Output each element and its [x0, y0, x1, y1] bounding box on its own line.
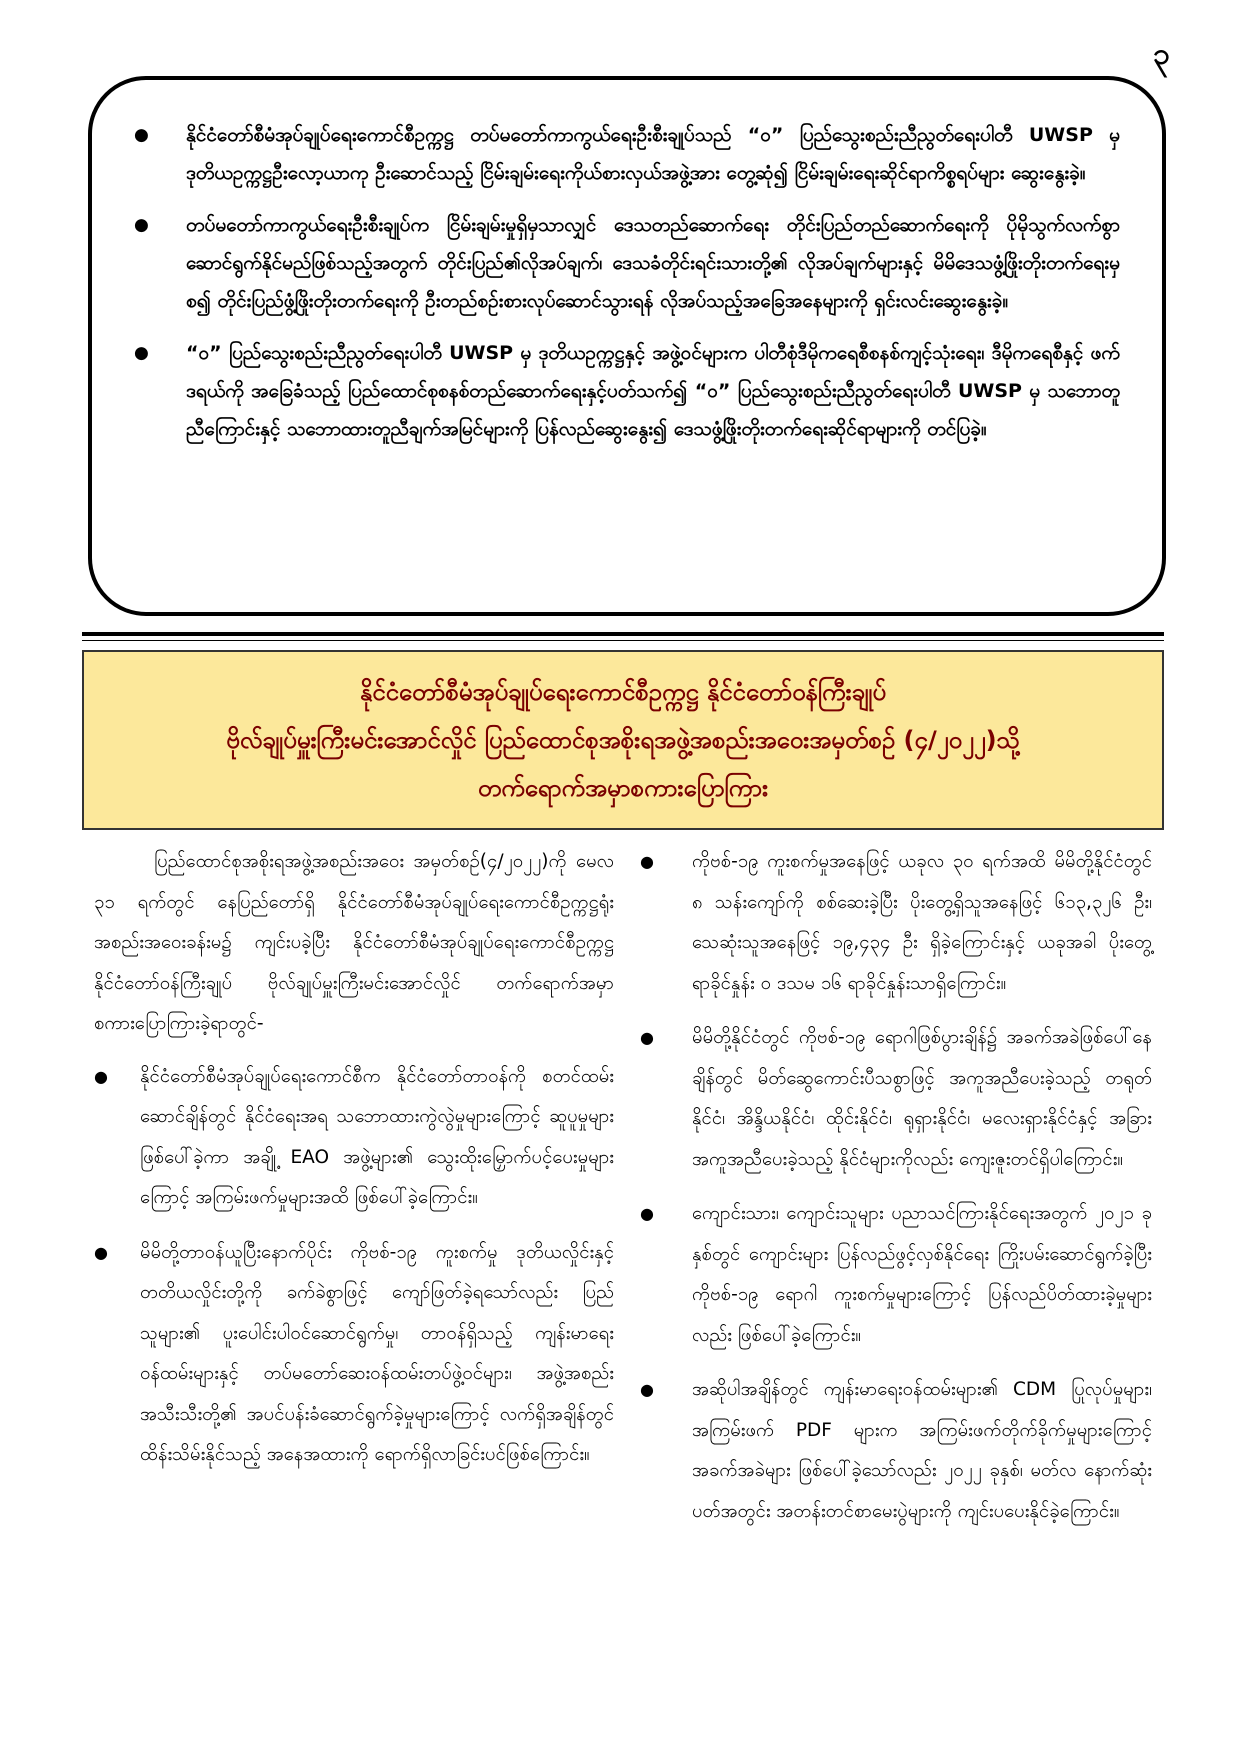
headline-line-3: တက်ရောက်အမှာစကားပြောကြား [477, 774, 769, 802]
page-number: ၃ [1153, 37, 1170, 72]
summary-item: ● နိုင်ငံတော်စီမံအုပ်ချုပ်ရေးကောင်စီဥက္ကဋ္ဌ တပ်မတော်ကာကွယ်ရေးဦးစီးချုပ်သည် “ဝ” ပြည်သွေးစည်းညီညွတ်ရေးပါတီ UWSP မှ ဒုတိယဥက္ကဋ္ဌဦးလော့ယာကု ဦးဆောင်သည့် ငြိမ်းချမ်းရေးကိုယ်စားလှယ်အဖွဲ့အား တွေ့ဆုံ၍ ငြိမ်းချမ်းရေးဆိုင်ရာကိစ္စရပ်များ ဆွေးနွေးခဲ့။ [132, 116, 1120, 192]
right-bullet-list [640, 842, 1152, 1532]
summary-item: ● “ဝ” ပြည်သွေးစည်းညီညွတ်ရေးပါတီ UWSP မှ ဒုတိယဥက္ကဋ္ဌနှင့် အဖွဲ့ဝင်များက ပါတီစုံဒီမိုကရေစီစနစ်ကျင့်သုံးရေး၊ ဒီမိုကရေစီနှင့် ဖက်ဒရယ်ကို အခြေခံသည့် ပြည်ထောင်စုစနစ်တည်ဆောက်ရေးနှင့်ပတ်သက်၍ “ဝ” ပြည်သွေးစည်းညီညွတ်ရေးပါတီ UWSP မှ သဘောတူညီကြောင်းနှင့် သဘောထားတူညီချက်အမြင်များကို ပြန်လည်ဆွေးနွေး၍ ဒေသဖွံ့ဖြိုးတိုးတက်ရေးဆိုင်ရာများကို တင်ပြခဲ့။ [132, 334, 1120, 448]
section-divider [82, 632, 1164, 636]
headline-box [82, 650, 1164, 830]
section-divider-thin [82, 640, 1164, 641]
left-bullet-list [94, 1057, 614, 1476]
left-bullet-item: ● နိုင်ငံတော်စီမံအုပ်ချုပ်ရေးကောင်စီက နိုင်ငံတော်တာဝန်ကို စတင်ထမ်းဆောင်ချိန်တွင် နိုင်ငံရေးအရ သဘောထားကွဲလွဲမှုများကြောင့် ဆူပူမှုများဖြစ်ပေါ်ခဲ့ကာ အချို့ EAO အဖွဲ့များ၏ သွေးထိုးမြှောက်ပင့်ပေးမှုများကြောင့် အကြမ်းဖက်မှုများအထိ ဖြစ်ပေါ်ခဲ့ကြောင်း။ [94, 1057, 614, 1219]
headline-line-1: နိုင်ငံတော်စီမံအုပ်ချုပ်ရေးကောင်စီဥက္ကဋ္ဌ နိုင်ငံတော်ဝန်ကြီးချုပ် [359, 678, 887, 706]
summary-box [88, 76, 1166, 616]
right-bullet-item: ● ကျောင်းသား၊ ကျောင်းသူများ ပညာသင်ကြားနိုင်ရေးအတွက် ၂၀၂၁ ခုနှစ်တွင် ကျောင်းများ ပြန်လည်ဖွင့်လှစ်နိုင်ရေး ကြိုးပမ်းဆောင်ရွက်ခဲ့ပြီး ကိုဗစ်-၁၉ ရောဂါ ကူးစက်မှုများကြောင့် ပြန်လည်ပိတ်ထားခဲ့မှုများလည်း ဖြစ်ပေါ်ခဲ့ကြောင်း။ [640, 1194, 1152, 1356]
summary-list [132, 116, 1120, 448]
right-bullet-item: ● ကိုဗစ်-၁၉ ကူးစက်မှုအနေဖြင့် ယခုလ ၃၀ ရက်အထိ မိမိတို့နိုင်ငံတွင် ၈ သန်းကျော်ကို စစ်ဆေးခဲ့ပြီး ပိုးတွေ့ရှိသူအနေဖြင့် ၆၁၃,၃၂၆ ဦး၊ သေဆုံးသူအနေဖြင့် ၁၉,၄၃၄ ဦး ရှိခဲ့ကြောင်းနှင့် ယခုအခါ ပိုးတွေ့ရာခိုင်နှုန်း ၀ ဒသမ ၁၆ ရာခိုင်နှုန်းသာရှိကြောင်း။ [640, 842, 1152, 1004]
summary-item: ● တပ်မတော်ကာကွယ်ရေးဦးစီးချုပ်က ငြိမ်းချမ်းမှုရှိမှသာလျှင် ဒေသတည်ဆောက်ရေး တိုင်းပြည်တည်ဆောက်ရေးကို ပိုမိုသွက်လက်စွာ ဆောင်ရွက်နိုင်မည်ဖြစ်သည့်အတွက် တိုင်းပြည်၏လိုအပ်ချက်၊ ဒေသခံတိုင်းရင်းသားတို့၏ လိုအပ်ချက်များနှင့် မိမိဒေသဖွံ့ဖြိုးတိုးတက်ရေးမှစ၍ တိုင်းပြည်ဖွံ့ဖြိုးတိုးတက်ရေးကို ဦးတည်စဉ်းစားလုပ်ဆောင်သွားရန် လိုအပ်သည့်အခြေအနေများကို ရှင်းလင်းဆွေးနွေးခဲ့။ [132, 206, 1120, 320]
right-bullet-item: ● အဆိုပါအချိန်တွင် ကျန်းမာရေးဝန်ထမ်းများ၏ CDM ပြုလုပ်မှုများ၊ အကြမ်းဖက် PDF များက အကြမ်းဖက်တိုက်ခိုက်မှုများကြောင့် အခက်အခဲများ ဖြစ်ပေါ်ခဲ့သော်လည်း ၂၀၂၂ ခုနှစ်၊ မတ်လ နောက်ဆုံးပတ်အတွင်း အတန်းတင်စာမေးပွဲများကို ကျင်းပပေးနိုင်ခဲ့ကြောင်း။ [640, 1370, 1152, 1532]
left-bullet-item: ● မိမိတို့တာဝန်ယူပြီးနောက်ပိုင်း ကိုဗစ်-၁၉ ကူးစက်မှု ဒုတိယလှိုင်းနှင့် တတိယလှိုင်းတို့ကို ခက်ခဲစွာဖြင့် ကျော်ဖြတ်ခဲ့ရသော်လည်း ပြည်သူများ၏ ပူးပေါင်းပါဝင်ဆောင်ရွက်မှု၊ တာဝန်ရှိသည့် ကျန်းမာရေးဝန်ထမ်းများနှင့် တပ်မတော်ဆေးဝန်ထမ်းတပ်ဖွဲ့ဝင်များ၊ အဖွဲ့အစည်းအသီးသီးတို့၏ အပင်ပန်းခံဆောင်ရွက်ခဲ့မှုများကြောင့် လက်ရှိအချိန်တွင် ထိန်းသိမ်းနိုင်သည့် အနေအထားကို ရောက်ရှိလာခြင်းပင်ဖြစ်ကြောင်း။ [94, 1233, 614, 1476]
headline-line-2: ဗိုလ်ချုပ်မှူးကြီးမင်းအောင်လှိုင် ပြည်ထောင်စုအစိုးရအဖွဲ့အစည်းအဝေးအမှတ်စဉ် (၄/၂၀၂၂)သို့ [226, 726, 1020, 754]
right-bullet-item: ● မိမိတို့နိုင်ငံတွင် ကိုဗစ်-၁၉ ရောဂါဖြစ်ပွားချိန်၌ အခက်အခဲဖြစ်ပေါ်နေချိန်တွင် မိတ်ဆွေကောင်းပီသစွာဖြင့် အကူအညီပေးခဲ့သည့် တရုတ်နိုင်ငံ၊ အိန္ဒိယနိုင်ငံ၊ ထိုင်းနိုင်ငံ၊ ရုရှားနိုင်ငံ၊ မလေးရှားနိုင်ငံနှင့် အခြားအကူအညီပေးခဲ့သည့် နိုင်ငံများကိုလည်း ကျေးဇူးတင်ရှိပါကြောင်း။ [640, 1018, 1152, 1180]
intro-paragraph: ပြည်ထောင်စုအစိုးရအဖွဲ့အစည်းအဝေး အမှတ်စဉ်(၄/၂၀၂၂)ကို မေလ ၃၁ ရက်တွင် နေပြည်တော်ရှိ နိုင်ငံတော်စီမံအုပ်ချုပ်ရေးကောင်စီဥက္ကဋ္ဌရုံး အစည်းအဝေးခန်းမ၌ ကျင်းပခဲ့ပြီး နိုင်ငံတော်စီမံအုပ်ချုပ်ရေးကောင်စီဥက္ကဋ္ဌ နိုင်ငံတော်ဝန်ကြီးချုပ် ဗိုလ်ချုပ်မှူးကြီးမင်းအောင်လှိုင် တက်ရောက်အမှာစကားပြောကြားခဲ့ရာတွင်- [94, 851, 614, 1034]
left-column [94, 842, 614, 1490]
right-column [640, 842, 1152, 1546]
